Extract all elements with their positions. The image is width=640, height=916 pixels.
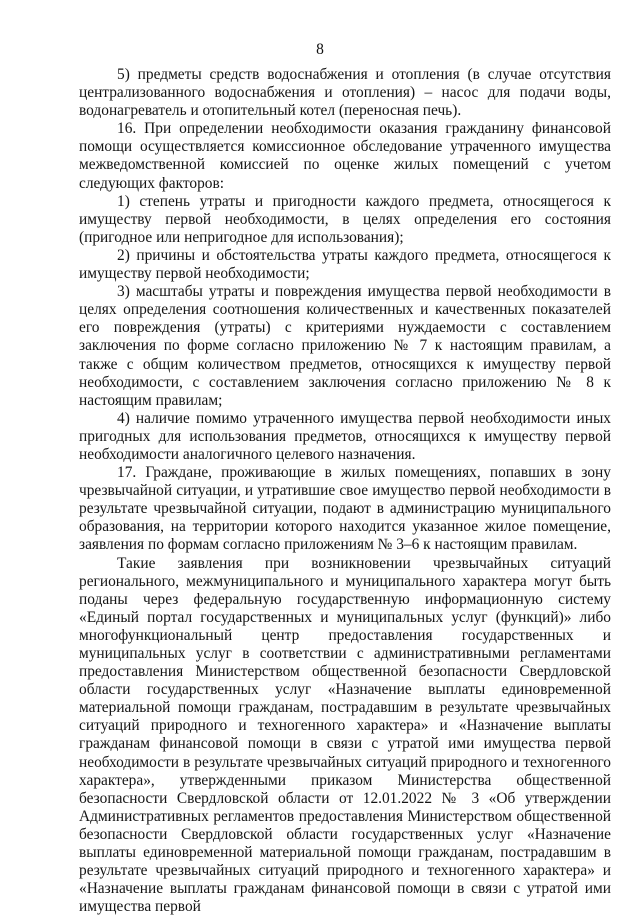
paragraph-clause-16: 16. При определении необходимости оказания гражданину финансовой помощи осуществляется комиссионное обследование утраченного имущества межведомственной комиссией по оценке жилых помещений с учетом следующих факторов: <box>79 120 611 192</box>
page-number: 8 <box>316 41 324 58</box>
paragraph-factor-4: 4) наличие помимо утраченного имущества первой необходимости иных пригодных для использования предметов, относящихся к имуществу первой необходимости аналогичного целевого назначения. <box>79 409 611 463</box>
paragraph-item-5-water-heating: 5) предметы средств водоснабжения и отопления (в случае отсутствия централизованного водоснабжения и отопления) – насос для подачи воды, водонагреватель и отопительный котел (переносная печь). <box>79 66 611 120</box>
paragraph-clause-17: 17. Граждане, проживающие в жилых помещениях, попавших в зону чрезвычайной ситуации, и утратившие свое имущество первой необходимости в результате чрезвычайной ситуации, подают в администрацию муниципального образования, на территории которого находится указанное жилое помещение, заявления по формам согласно приложениям № 3–6 к настоящим правилам. <box>79 464 611 554</box>
paragraph-factor-2: 2) причины и обстоятельства утраты каждого предмета, относящегося к имуществу первой необходимости; <box>79 246 611 283</box>
paragraph-factor-3: 3) масштабы утраты и повреждения имущества первой необходимости в целях определения соотношения количественных и качественных показателей его повреждения (утраты) с критериями нуждаемости с составлением заключения по форме согласно приложению № 7 к настоящим правилам, а также с общим количеством предметов, относящихся к имуществу первой необходимости, с составлением заключения согласно приложению № 8 к настоящим правилам; <box>79 283 611 409</box>
paragraph-applications: Такие заявления при возникновении чрезвычайных ситуаций регионального, межмуниципального и муниципального характера могут быть поданы через федеральную государственную информационную систему «Единый портал государственных и муниципальных услуг (функций)» либо многофункциональный центр предоставления государственных и муниципальных услуг в соответствии с административными регламентами предоставления Министерством общественной безопасности Свердловской области государственных услуг «Назначение выплаты единовременной материальной помощи гражданам, пострадавшим в результате чрезвычайных ситуаций природного и техногенного характера» и «Назначение выплаты гражданам финансовой помощи в связи с утратой ими имущества первой необходимости в результате чрезвычайных ситуаций природного и техногенного характера», утвержденными приказом Министерства общественной безопасности Свердловской области от 12.01.2022 № 3 «Об утверждении Административных регламентов предоставления Министерством общественной безопасности Свердловской области государственных услуг «Назначение выплаты единовременной материальной помощи гражданам, пострадавшим в результате чрезвычайных ситуаций природного и техногенного характера» и «Назначение выплаты гражданам финансовой помощи в связи с утратой ими имущества первой <box>79 554 611 916</box>
document-body <box>79 66 611 916</box>
paragraph-factor-1: 1) степень утраты и пригодности каждого предмета, относящегося к имуществу первой необходимости, в целях определения его состояния (пригодное или непригодное для использования); <box>79 192 611 246</box>
